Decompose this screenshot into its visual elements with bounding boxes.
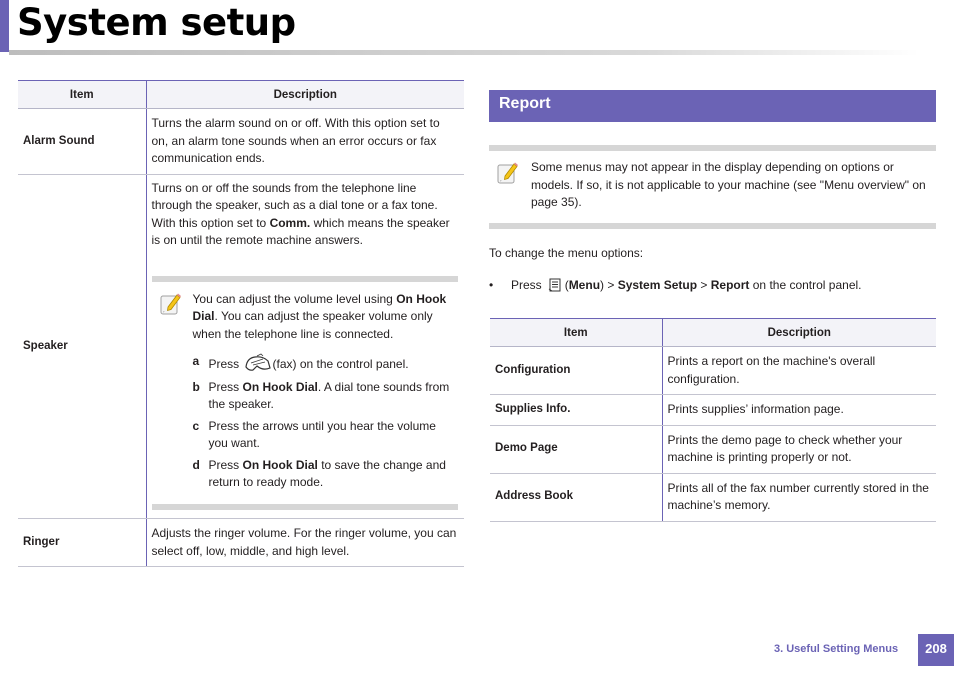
list-item (193, 353, 453, 373)
step-label: c (192, 419, 200, 433)
row-desc-configuration: Prints a report on the machine's overall configuration. (662, 347, 936, 395)
table-row (490, 425, 936, 473)
step-text: Press (208, 458, 243, 472)
step-text: Press the arrows until you hear the volume you want. (208, 419, 436, 450)
report-table (490, 318, 936, 522)
footer-chapter: 3. Useful Setting Menus (774, 643, 899, 655)
menu-icon (548, 278, 562, 292)
list-item (193, 457, 453, 490)
page-number: 208 (918, 634, 954, 666)
row-desc-supplies-info: Prints supplies’ information page. (662, 395, 936, 426)
step-label: d (192, 458, 200, 472)
row-desc-ringer: Adjusts the ringer volume. For the ringer volume, you can select off, low, middle, and high level. (146, 519, 464, 567)
page-title: System setup (17, 1, 296, 44)
step-label: b (192, 380, 200, 394)
accent-bar (0, 0, 9, 52)
row-item-address-book: Address Book (490, 473, 662, 521)
step-text: Press (208, 357, 243, 371)
speaker-note-box (152, 276, 459, 511)
table-header-row (490, 319, 936, 347)
speaker-desc-text: Turns on or off the sounds from the telephone line through the speaker, such as a dial tone or a fax tone. With this option set to (151, 180, 438, 230)
step-text-bold: On Hook Dial (242, 380, 318, 394)
row-item-alarm-sound: Alarm Sound (18, 109, 146, 175)
column-header-item: Item (18, 81, 146, 109)
speaker-description (147, 180, 465, 250)
instruction-report: Report (710, 278, 750, 292)
step-text: Press (208, 380, 243, 394)
column-header-item: Item (490, 319, 662, 347)
step-text-bold: On Hook Dial (242, 458, 318, 472)
column-header-description: Description (146, 81, 464, 109)
bullet-dot: • (489, 278, 494, 292)
speaker-note-body (152, 282, 459, 505)
table-header-row (18, 81, 464, 109)
row-item-configuration: Configuration (490, 347, 662, 395)
list-item (193, 379, 453, 412)
table-row (18, 174, 464, 519)
step-text-end: to save the change and return to ready mode. (208, 458, 446, 489)
step-text-end: . A dial tone sounds from the speaker. (208, 380, 450, 411)
row-desc-demo-page: Prints the demo page to check whether your machine is printing properly or not. (662, 425, 936, 473)
instruction-separator: > (697, 278, 711, 292)
note-text: You can adjust the volume level using (192, 291, 397, 306)
table-row (490, 473, 936, 521)
speaker-steps-list (193, 353, 453, 490)
step-label: a (192, 354, 200, 368)
report-note-text: Some menus may not appear in the display depending on options or models. If so, it is not applicable to your machine (see "Menu overview" on page 35). (531, 160, 926, 209)
speaker-note-text (193, 291, 453, 344)
instruction-text: ( (564, 278, 569, 292)
table-row (18, 519, 464, 567)
instruction-system-setup: System Setup (617, 278, 698, 292)
speaker-settings-table (18, 80, 464, 567)
step-text-end: (fax) on the control panel. (272, 357, 409, 371)
speaker-desc-bold: Comm. (269, 215, 311, 230)
note-pencil-icon (497, 161, 519, 185)
row-desc-speaker (146, 174, 464, 519)
list-item (193, 418, 453, 451)
title-divider (9, 50, 919, 55)
report-intro: To change the menu options: (489, 246, 644, 260)
row-item-demo-page: Demo Page (490, 425, 662, 473)
table-row (490, 395, 936, 426)
table-row (18, 109, 464, 175)
instruction-text-end: on the control panel. (749, 278, 862, 292)
note-pencil-icon (160, 292, 182, 316)
row-item-ringer: Ringer (18, 519, 146, 567)
instruction-menu: Menu (568, 278, 601, 292)
row-desc-alarm-sound: Turns the alarm sound on or off. With this option set to on, an alarm tone sounds when an error occurs or fax communication ends. (146, 109, 464, 175)
note-text-bold: On Hook Dial (192, 291, 447, 323)
table-row (490, 347, 936, 395)
report-instruction (489, 278, 862, 292)
speaker-desc-text-end: which means the speaker is on until the remote machine answers. (151, 215, 450, 247)
instruction-text: Press (511, 278, 542, 292)
fax-icon (243, 353, 273, 373)
column-header-description: Description (662, 319, 936, 347)
section-heading-report: Report (489, 90, 936, 122)
row-item-supplies-info: Supplies Info. (490, 395, 662, 426)
report-note-box (489, 145, 936, 229)
row-desc-address-book: Prints all of the fax number currently stored in the machine’s memory. (662, 473, 936, 521)
row-item-speaker: Speaker (18, 174, 146, 519)
instruction-separator: ) > (600, 278, 618, 292)
note-text-end: . You can adjust the speaker volume only when the telephone line is connected. (192, 309, 433, 341)
